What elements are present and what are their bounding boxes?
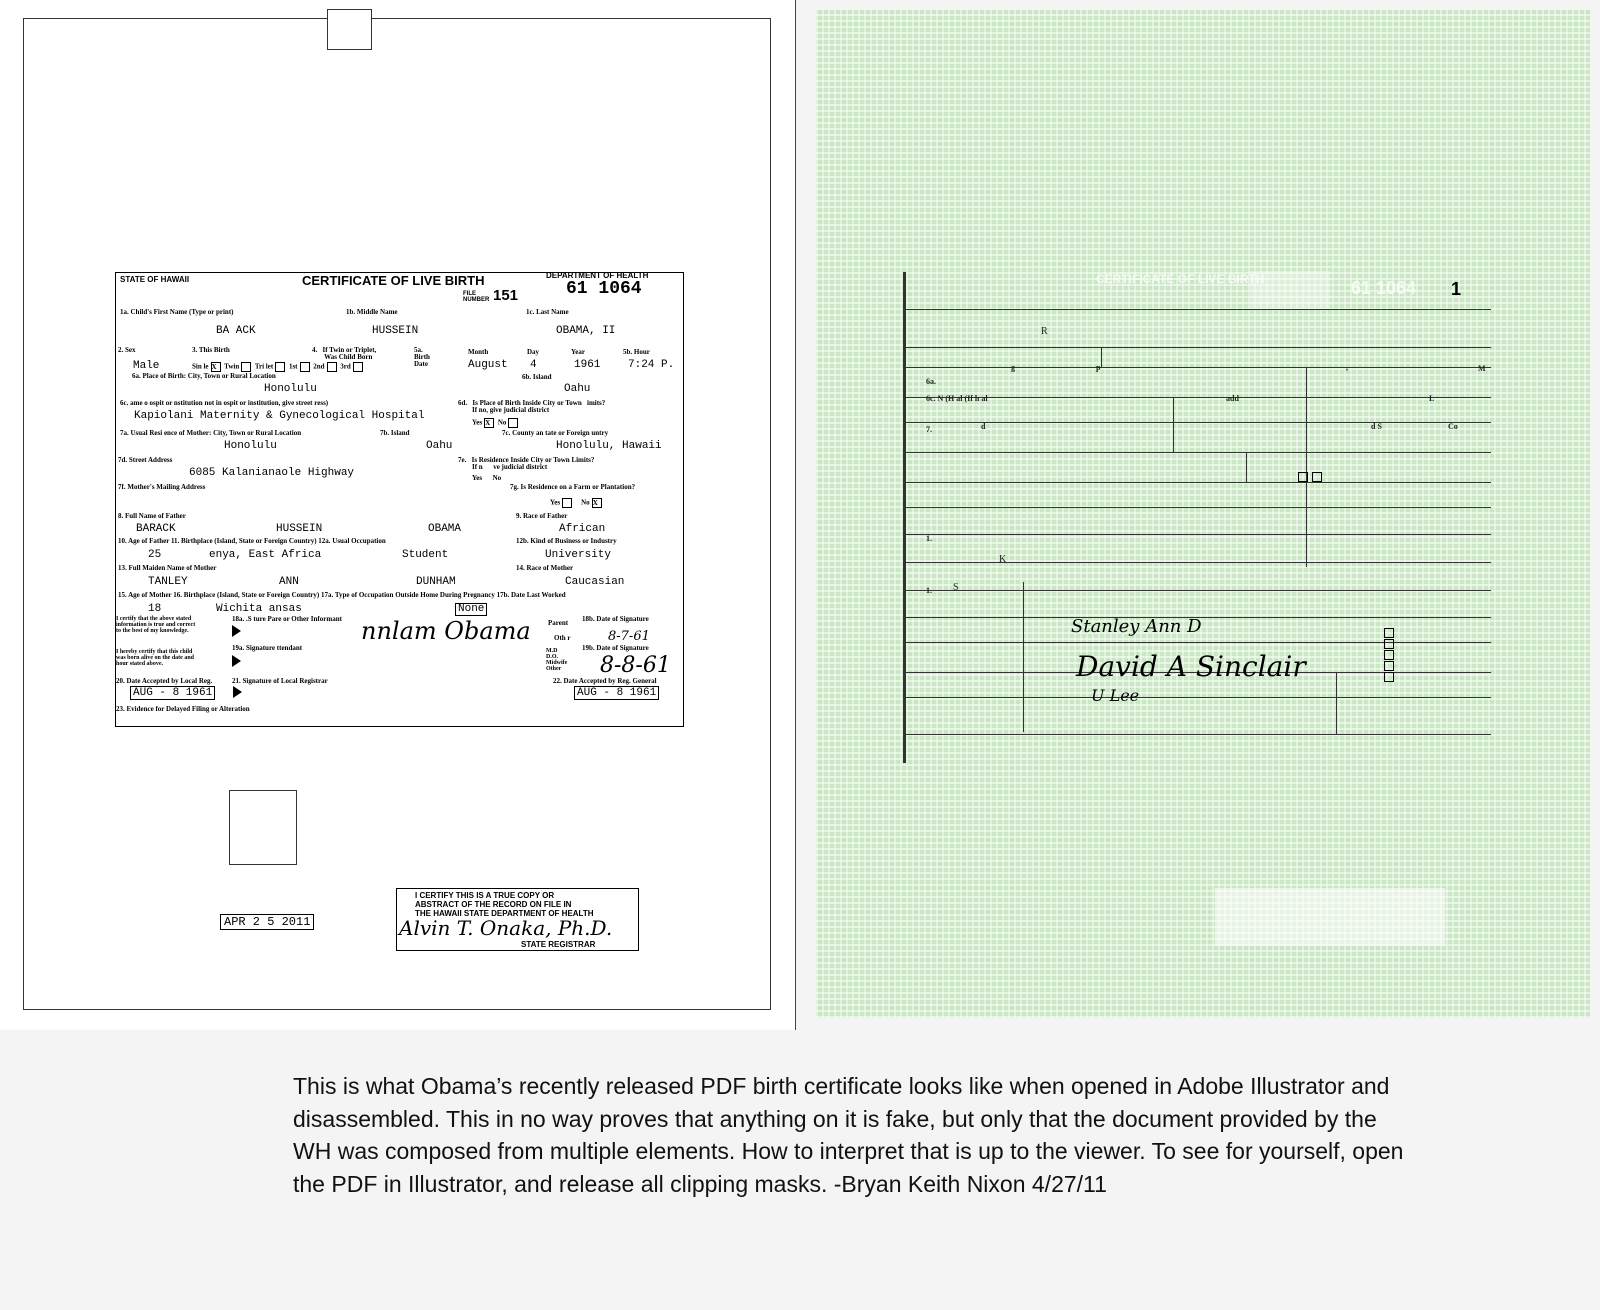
- green-checkbox: [1384, 672, 1394, 682]
- sex-value: Male: [133, 360, 160, 372]
- child-middle-name: HUSSEIN: [372, 325, 419, 337]
- fragment-add: add: [1226, 394, 1239, 403]
- fragment-co: Co: [1448, 422, 1458, 431]
- 6d-yes-checkbox: X: [484, 418, 494, 428]
- twin-checkbox: [241, 362, 251, 372]
- label-7c: 7c. County an tate or Foreign untry: [502, 429, 609, 437]
- birth-certificate: [115, 272, 684, 727]
- mother-first-name: TANLEY: [148, 576, 188, 588]
- hospital-name: Kapiolani Maternity & Gynecological Hospital: [134, 410, 425, 422]
- panel-divider: [795, 0, 796, 1030]
- label-day: Day: [527, 348, 540, 356]
- mother-age: 18: [148, 603, 162, 615]
- form-line: [906, 590, 1491, 591]
- mother-island: Oahu: [426, 440, 453, 452]
- label-7d: 7d. Street Address: [118, 456, 173, 464]
- certificate-number: 61 1064: [566, 279, 642, 299]
- accepted-general-stamp: AUG - 8 1961: [574, 686, 659, 700]
- first-checkbox: [300, 362, 310, 372]
- label-14: 14. Race of Mother: [516, 564, 574, 572]
- mother-birthplace: Wichita ansas: [216, 603, 302, 615]
- arrow-21-icon: [233, 686, 242, 698]
- label-19a: 19a. Signature ttendant: [232, 644, 303, 652]
- form-line: [906, 309, 1491, 310]
- label-6d: 6d. Is Place of Birth Inside City or Town imits? If no, give judicial district: [458, 399, 606, 414]
- form-line: [906, 642, 1491, 643]
- apr-date-stamp: APR 2 5 2011: [220, 914, 314, 930]
- label-1b: 1b. Middle Name: [346, 308, 398, 316]
- label-month: Month: [468, 348, 489, 356]
- father-business: University: [545, 549, 612, 561]
- green-checkbox: [1384, 650, 1394, 660]
- label-2: 2. Sex: [118, 346, 136, 354]
- label-20: 20. Date Accepted by Local Reg.: [116, 677, 213, 685]
- green-signature-attendant: David A Sinclair: [1076, 650, 1306, 683]
- mother-middle-name: ANN: [279, 576, 299, 588]
- birth-day: 4: [530, 359, 537, 371]
- birth-island: Oahu: [564, 383, 591, 395]
- fragment-m: M: [1478, 364, 1486, 373]
- father-first-name: BARACK: [136, 523, 176, 535]
- fragment-ds: d S: [1371, 422, 1382, 431]
- label-15-17: 15. Age of Mother 16. Birthplace (Island, State or Foreign Country) 17a. Type of Occupation Outside Home During Pregnancy 17b. Date Last Worked: [118, 591, 566, 599]
- twin-label: Twin: [224, 362, 240, 371]
- fragment-comma: ,: [1346, 363, 1348, 372]
- fragment-g: g: [1011, 363, 1015, 372]
- file-number: 151: [493, 287, 519, 304]
- informant-signature: nnlam Obama: [361, 617, 531, 645]
- fragment-r: R: [1041, 326, 1048, 337]
- arrow-18a-icon: [232, 625, 241, 637]
- third-checkbox: [353, 362, 363, 372]
- registrar-signature: Alvin T. Onaka, Ph.D.: [399, 916, 613, 940]
- ghost-cert-number: 61 1064: [1351, 278, 1417, 298]
- triplet-label: Tri let: [254, 362, 274, 371]
- second-checkbox: [327, 362, 337, 372]
- first-label: 1st: [288, 362, 298, 371]
- form-vline: [1306, 367, 1307, 567]
- form-line: [906, 734, 1491, 735]
- 6d-checkboxes: [472, 418, 520, 428]
- mother-last-name: DUNHAM: [416, 576, 456, 588]
- certificate-title: CERTIFICATE OF LIVE BIRTH: [302, 273, 485, 288]
- form-line: [906, 397, 1491, 398]
- empty-clip-box-top: [327, 9, 372, 50]
- street-address: 6085 Kalanianaole Highway: [189, 467, 355, 479]
- mother-occupation: None: [455, 603, 487, 616]
- form-vline: [1173, 397, 1174, 452]
- label-18-certify: I certify that the above stated information is true and correct to the best of my knowledge.: [116, 616, 196, 634]
- birth-month: August: [468, 359, 508, 371]
- label-10-12a: 10. Age of Father 11. Birthplace (Island, State or Foreign Country) 12a. Usual Occupation: [118, 537, 386, 545]
- father-race: African: [559, 523, 606, 535]
- label-6b: 6b. Island: [522, 373, 552, 381]
- green-checkbox: [1384, 628, 1394, 638]
- 6d-no-checkbox: [508, 418, 518, 428]
- label-year: Year: [571, 348, 585, 356]
- label-18b: 18b. Date of Signature: [582, 615, 649, 623]
- form-vline: [1336, 672, 1337, 734]
- label-13: 13. Full Maiden Name of Mother: [118, 564, 217, 572]
- label-9: 9. Race of Father: [516, 512, 568, 520]
- green-checkbox: [1384, 661, 1394, 671]
- 7g-checkboxes: [550, 498, 604, 508]
- form-line: [906, 534, 1491, 535]
- green-certificate-layer: [903, 272, 1493, 763]
- fragment-1-a: 1.: [926, 534, 932, 543]
- label-other: Oth r: [554, 634, 571, 642]
- ghost-certify-stamp: [1215, 888, 1445, 946]
- form-line: [906, 367, 1491, 368]
- label-7e: 7e. Is Residence Inside City or Town Limits? If n ve judicial district: [458, 456, 595, 471]
- second-label: 2nd: [313, 362, 325, 371]
- mother-city: Honolulu: [224, 440, 277, 452]
- 7e-no-label: No: [492, 474, 502, 482]
- birth-city: Honolulu: [264, 383, 317, 395]
- father-age: 25: [148, 549, 162, 561]
- empty-clip-box-middle: [229, 790, 297, 865]
- label-1a: 1a. Child's First Name (Type or print): [120, 308, 234, 316]
- green-number: 1: [1451, 279, 1462, 299]
- mother-county: Honolulu, Hawaii: [556, 440, 662, 452]
- caption-text: This is what Obama’s recently released PDF birth certificate looks like when opened in Adobe Illustrator and disassembled. This in no way proves that anything on it is fake, but only that the document provided by the WH was composed from multiple elements. How to interpret that is up to the viewer. To see for yourself, open the PDF in Illustrator, and release all clipping masks. -Bryan Keith Nixon 4/27/11: [293, 1073, 1404, 1197]
- fragment-l: L: [1429, 394, 1435, 403]
- label-5a: 5a. Birth Date: [414, 346, 430, 368]
- 7e-answers: [472, 474, 501, 482]
- 7g-yes-label: Yes: [550, 498, 561, 507]
- fragment-p: p: [1096, 363, 1101, 372]
- third-label: 3rd: [340, 362, 351, 371]
- father-occupation: Student: [402, 549, 449, 561]
- file-number-label: FILE NUMBER: [463, 291, 490, 303]
- label-7a: 7a. Usual Resi ence of Mother: City, Town or Rural Location: [120, 429, 302, 437]
- green-checkbox: [1298, 472, 1308, 482]
- signature-date-18b: 8-7-61: [608, 629, 650, 644]
- label-parent: Parent: [548, 619, 569, 627]
- label-21: 21. Signature of Local Registrar: [232, 677, 328, 685]
- form-line: [906, 347, 1491, 348]
- label-23: 23. Evidence for Delayed Filing or Alteration: [116, 705, 250, 713]
- label-7b: 7b. Island: [380, 429, 410, 437]
- single-label: Sin le: [192, 362, 209, 371]
- certify-stamp: [396, 888, 639, 951]
- birth-type-checkboxes: [192, 362, 365, 372]
- fragment-1-b: 1.: [926, 586, 932, 595]
- label-5b: 5b. Hour: [623, 348, 650, 356]
- green-checkbox: [1312, 472, 1322, 482]
- child-first-name: BA ACK: [216, 325, 256, 337]
- birth-year: 1961: [574, 359, 601, 371]
- label-1c: 1c. Last Name: [526, 308, 569, 316]
- label-6a: 6a. Place of Birth: City, Town or Rural Location: [132, 372, 276, 380]
- green-signature-registrar: U Lee: [1091, 686, 1140, 705]
- form-line: [906, 452, 1491, 453]
- form-vline: [1101, 347, 1102, 367]
- arrow-19a-icon: [232, 655, 241, 667]
- certify-text: I CERTIFY THIS IS A TRUE COPY OR ABSTRACT OF THE RECORD ON FILE IN THE HAWAII STATE DEPARTMENT OF HEALTH: [415, 891, 594, 918]
- label-8: 8. Full Name of Father: [118, 512, 186, 520]
- form-line: [906, 562, 1491, 563]
- mother-race: Caucasian: [565, 576, 625, 588]
- 7g-no-checkbox: X: [592, 498, 602, 508]
- fragment-6a: 6a.: [926, 377, 936, 386]
- label-18a: 18a. .S ture Pare or Other Informant: [232, 615, 342, 623]
- form-vline: [1023, 582, 1024, 732]
- state-label: STATE OF HAWAII: [120, 275, 190, 284]
- form-line: [906, 507, 1491, 508]
- father-last-name: OBAMA: [428, 523, 462, 535]
- label-7f: 7f. Mother's Mailing Address: [118, 483, 206, 491]
- 7g-no-label: No: [581, 498, 590, 507]
- 7e-yes-label: Yes: [472, 474, 483, 482]
- father-middle-name: HUSSEIN: [276, 523, 323, 535]
- form-line: [906, 422, 1491, 423]
- single-checkbox: X: [211, 362, 221, 372]
- 7g-yes-checkbox: [562, 498, 572, 508]
- ghost-title: CERTIFICATE OF LIVE BIRTH: [1096, 272, 1265, 286]
- form-line: [906, 482, 1491, 483]
- form-vline: [1246, 452, 1247, 482]
- fragment-6c: 6c. N (H al (If h al: [926, 394, 988, 403]
- green-checkboxes-7e: [1296, 468, 1324, 486]
- fragment-k: K: [999, 554, 1007, 565]
- label-19b: 19b. Date of Signature: [582, 644, 649, 652]
- child-last-name: OBAMA, II: [556, 325, 616, 337]
- registrar-title: STATE REGISTRAR: [521, 940, 596, 949]
- label-md: M.D D.O. Midwife Other: [546, 648, 568, 672]
- department-label: DEPARTMENT OF HEALTH: [546, 271, 649, 280]
- form-line: [906, 697, 1491, 698]
- fragment-d: d: [981, 422, 986, 431]
- accepted-local-stamp: AUG - 8 1961: [130, 686, 215, 700]
- 6d-no-label: No: [497, 418, 507, 427]
- label-6c: 6c. ame o ospit or nstitution not in ospit or institution, give street ress): [120, 399, 329, 407]
- signature-date-19b: 8-8-61: [600, 653, 671, 678]
- triplet-checkbox: [275, 362, 285, 372]
- label-19-certify: I hereby certify that this child was born alive on the date and hour stated above.: [116, 649, 195, 667]
- green-signature-informant: Stanley Ann D: [1071, 616, 1202, 637]
- label-7g: 7g. Is Residence on a Farm or Plantation?: [510, 483, 636, 491]
- 6d-yes-label: Yes: [472, 418, 483, 427]
- fragment-7: 7.: [926, 425, 932, 434]
- label-4: 4. If Twin or Triplet, Was Child Born: [312, 346, 377, 361]
- label-12b: 12b. Kind of Business or Industry: [516, 537, 617, 545]
- label-3: 3. This Birth: [192, 346, 230, 354]
- green-checkbox-column: [1384, 628, 1394, 683]
- birth-hour: 7:24 P.: [628, 359, 675, 371]
- green-checkbox: [1384, 639, 1394, 649]
- fragment-s: S: [953, 582, 959, 593]
- father-birthplace: enya, East Africa: [209, 549, 322, 561]
- label-22: 22. Date Accepted by Reg. General: [553, 677, 657, 685]
